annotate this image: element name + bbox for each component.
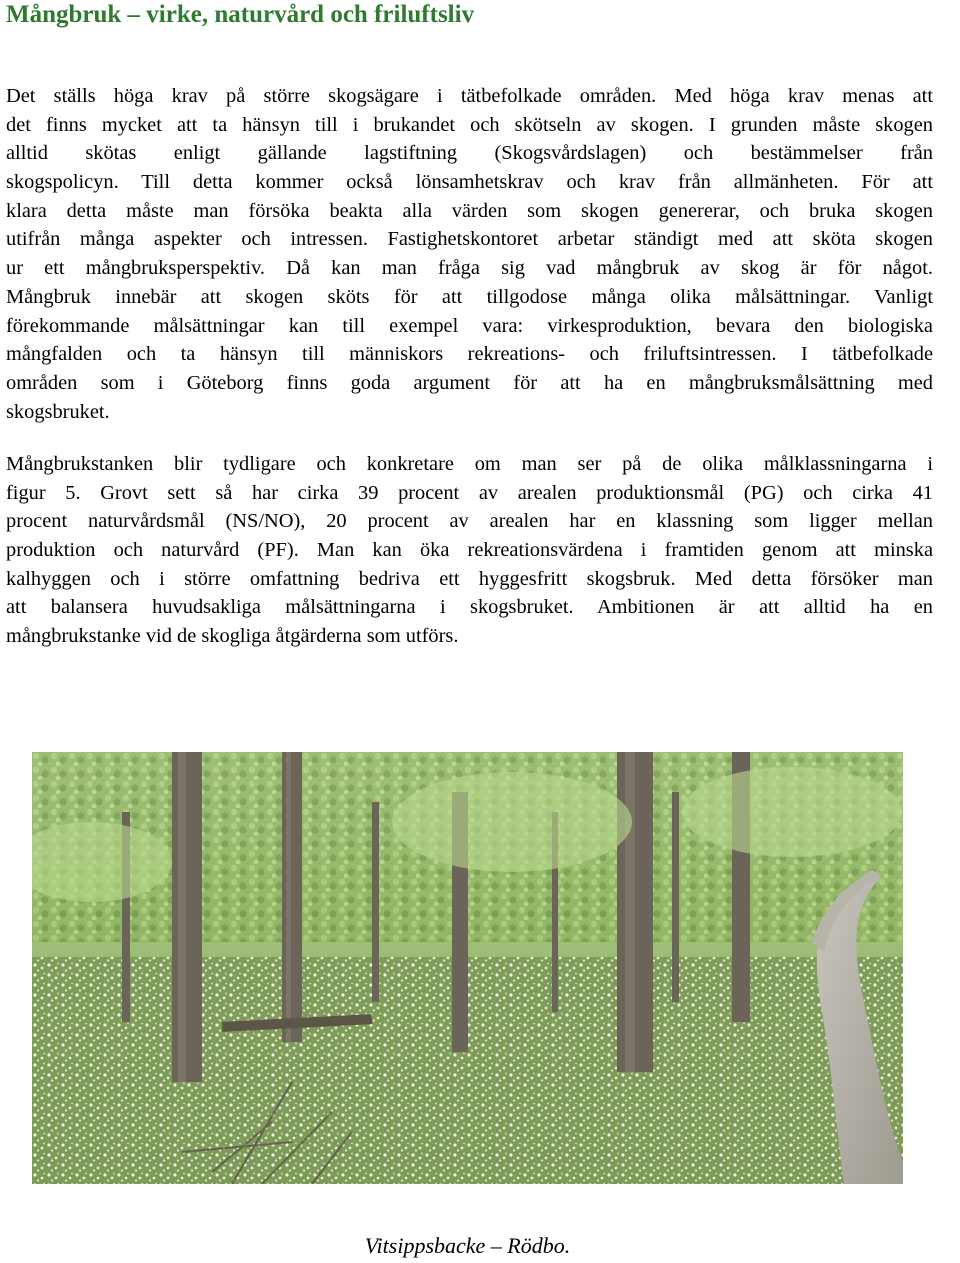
- paragraph-line: det finns mycket att ta hänsyn till i brukandet och skötseln av skogen. I grunden måste skogen: [6, 113, 933, 136]
- paragraph-line: kalhyggen och i större omfattning bedriva ett hyggesfritt skogsbruk. Med detta försöker man: [6, 567, 933, 590]
- photo-caption: Vitsippsbacke – Rödbo.: [364, 1233, 571, 1258]
- body-paragraph-2: [6, 450, 933, 651]
- paragraph-line: Mångbrukstanken blir tydligare och konkretare om man ser på de olika målklassningarna i: [6, 453, 933, 475]
- paragraph-line: mångfalden och ta hänsyn till människors rekreations- och friluftsintressen. I tätbefolkade: [6, 343, 933, 366]
- paragraph-line: Mångbruk innebär att skogen sköts för att tillgodose många olika målsättningar. Vanligt: [6, 285, 933, 308]
- paragraph-line: klara detta måste man försöka beakta alla värden som skogen genererar, och bruka skogen: [6, 199, 933, 222]
- paragraph-line: procent naturvårdsmål (NS/NO), 20 procent av arealen har en klassning som ligger mellan: [6, 510, 933, 533]
- forest-photo: [32, 752, 903, 1184]
- paragraph-line: skogsbruket.: [6, 400, 110, 423]
- paragraph-line: områden som i Göteborg finns goda argument för att ha en mångbruksmålsättning med: [6, 371, 933, 394]
- paragraph-line: ur ett mångbruksperspektiv. Då kan man fråga sig vad mångbruk av skog är för något.: [6, 257, 933, 280]
- paragraph-line: figur 5. Grovt sett så har cirka 39 procent av arealen produktionsmål (PG) och cirka 41: [6, 481, 933, 504]
- paragraph-line: förekommande målsättningar kan till exempel vara: virkesproduktion, bevara den biologiska: [6, 314, 933, 337]
- paragraph-line: alltid skötas enligt gällande lagstiftning (Skogsvårdslagen) och bestämmelser från: [6, 142, 933, 165]
- paragraph-line: Det ställs höga krav på större skogsägare i tätbefolkade områden. Med höga krav menas att: [6, 85, 933, 107]
- paragraph-line: att balansera huvudsakliga målsättningarna i skogsbruket. Ambitionen är att alltid ha en: [6, 596, 933, 619]
- paragraph-line: mångbrukstanke vid de skogliga åtgärderna som utförs.: [6, 625, 459, 648]
- page-heading: Mångbruk – virke, naturvård och friluftsliv: [6, 1, 475, 28]
- paragraph-line: utifrån många aspekter och intressen. Fastighetskontoret arbetar ständigt med att sköta skogen: [6, 228, 933, 251]
- paragraph-line: produktion och naturvård (PF). Man kan öka rekreationsvärdena i framtiden genom att minska: [6, 539, 933, 562]
- paragraph-line: skogspolicyn. Till detta kommer också lönsamhetskrav och krav från allmänheten. För att: [6, 171, 933, 194]
- body-paragraph-1: [6, 82, 933, 426]
